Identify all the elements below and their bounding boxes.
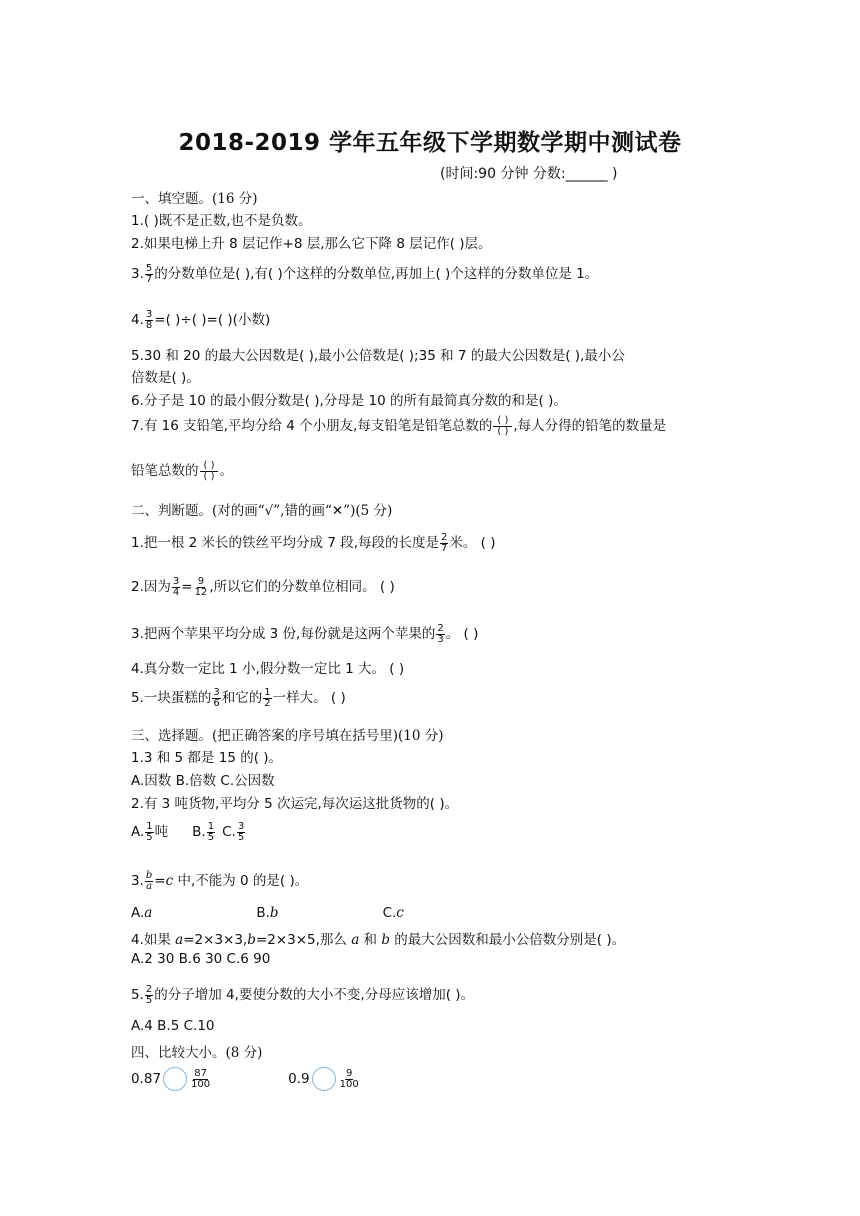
numerator: 1 [146,820,153,832]
variable-a: a [351,932,360,948]
s2-q5-text-a: 5.一块蛋糕的 [131,690,212,706]
s2-q2-text-b: ,所以它们的分数单位相同。 ( ) [209,579,395,595]
numerator: 5 [145,262,153,274]
numerator: b [145,869,153,881]
s2-q5-fraction-1 [212,688,220,709]
s1-q7-blank-fraction-2 [200,461,219,482]
option-b-value: b [269,905,279,921]
numerator: 2 [145,983,153,995]
c2-fraction [339,1069,360,1090]
option-a-value: a [144,905,153,921]
s2-q2 [131,575,395,598]
s1-q3 [131,262,598,285]
s2-q4: 4.真分数一定比 1 小,假分数一定比 1 大。 ( ) [131,661,405,677]
variable-b: b [247,932,256,948]
s2-q1-text-a: 1.把一根 2 米长的铁丝平均分成 7 段,每段的长度是 [131,535,440,551]
s2-q5 [131,686,346,709]
numerator: 3 [145,308,153,320]
numerator: 1 [264,686,271,698]
s1-q7-line2 [131,459,233,482]
s3-q3-number: 3. [131,873,144,889]
s1-q4-number: 4. [131,312,144,328]
numerator: 1 [207,820,215,832]
s1-q1: 1.( )既不是正数,也不是负数。 [131,213,312,229]
s1-q5-line1: 5.30 和 20 的最大公因数是( ),最小公倍数是( );35 和 7 的最大公因数是( ),最小公 [131,348,625,364]
s4-comparisons [131,1067,361,1091]
denominator: 5 [145,994,153,1006]
s1-q3-text: 的分数单位是( ),有( )个这样的分数单位,再加上( )个这样的分数单位是 1。 [154,266,599,282]
s2-q2-fraction-2 [194,577,209,598]
s2-q3 [131,622,478,645]
exam-subtitle: (时间:90 分钟 分数:______ ) [440,166,618,182]
denominator: a [146,880,153,892]
s2-q1 [131,531,496,554]
denominator: 5 [237,831,245,843]
numerator: 87 [194,1067,207,1079]
s3-q4-text-a: 4.如果 [131,932,176,948]
page-title: 2018-2019 学年五年级下学期数学期中测试卷 [178,130,682,156]
s3-q5-fraction [145,985,153,1006]
option-a-fraction [145,822,153,843]
option-a-label: A. [131,824,145,840]
option-c-fraction [237,822,245,843]
s3-q4-text-d: 和 [359,932,382,948]
s1-q7-text-a: 7.有 16 支铅笔,平均分给 4 个小朋友,每支铅笔是铅笔总数的 [131,418,493,434]
s2-q3-text-a: 3.把两个苹果平均分成 3 份,每份就是这两个苹果的 [131,626,436,642]
comparison-circle[interactable] [163,1067,187,1091]
s2-q5-text-c: 一样大。 ( ) [272,690,346,706]
denominator: 100 [191,1078,211,1090]
equals-sign: = [154,873,166,889]
section-2-header: 二、判断题。(对的画“√”,错的画“✕”)(5 分) [131,503,393,519]
c1-fraction [190,1069,211,1090]
c2-left-value: 0.9 [288,1071,310,1087]
c1-left-value: 0.87 [131,1071,162,1087]
s3-q1: 1.3 和 5 都是 15 的( )。 [131,750,283,766]
denominator: 3 [437,633,444,645]
option-c-value: c [396,905,404,921]
s1-q4-fraction [145,310,153,331]
denominator: 100 [339,1078,359,1090]
equals-sign: = [181,579,193,595]
option-b-label: B. [256,905,270,921]
denominator: 4 [172,586,180,598]
s2-q2-fraction-1 [172,577,180,598]
variable-c: c [165,873,174,889]
s1-q5-line2: 倍数是( )。 [131,370,200,386]
section-4-header: 四、比较大小。(8 分) [131,1045,263,1061]
denominator: 7 [145,273,153,285]
variable-b: b [381,932,390,948]
s1-q3-number: 3. [131,266,144,282]
numerator: 9 [346,1067,353,1079]
numerator-blank: ( ) [493,416,512,427]
section-1-header: 一、填空题。(16 分) [131,191,258,207]
option-a-label: A. [131,905,145,921]
s3-q2: 2.有 3 吨货物,平均分 5 次运完,每次运这批货物的( )。 [131,796,459,812]
s1-q7-text-d: 。 [219,463,233,479]
denominator: 7 [441,542,448,554]
numerator-blank: ( ) [200,461,219,472]
s2-q1-text-b: 米。 ( ) [449,535,496,551]
denominator: 5 [207,831,215,843]
s3-q4-options: A.2 30 B.6 30 C.6 90 [131,951,271,967]
s3-q5 [131,983,474,1006]
s3-q4-text-b: =2×3×3, [183,932,248,948]
option-b-label: B. [192,824,206,840]
variable-a: a [175,932,184,948]
denominator: 12 [194,586,208,598]
s3-q5-text: 的分子增加 4,要使分数的大小不变,分母应该增加( )。 [154,987,475,1003]
option-b-fraction [207,822,215,843]
option-c-label: C. [382,905,397,921]
s2-q2-text-a: 2.因为 [131,579,171,595]
s1-q7-text-b: ,每人分得的铅笔的数量是 [513,418,667,434]
s3-q1-options: A.因数 B.倍数 C.公因数 [131,773,275,789]
s3-q5-options: A.4 B.5 C.10 [131,1018,215,1034]
s1-q4 [131,308,270,331]
comparison-circle[interactable] [312,1067,336,1091]
s1-q7-text-c: 铅笔总数的 [131,463,199,479]
numerator: 9 [197,575,205,587]
s2-q3-text-b: 。 ( ) [445,626,479,642]
denominator-blank: ( ) [497,425,509,437]
denominator: 6 [213,697,220,709]
s2-q5-text-b: 和它的 [221,690,263,706]
s3-q2-options [131,820,246,843]
numerator: 2 [441,531,448,543]
s3-q3 [131,869,308,892]
numerator: 3 [213,686,220,698]
numerator: 2 [437,622,444,634]
denominator: 8 [145,319,153,331]
s1-q2: 2.如果电梯上升 8 层记作+8 层,那么它下降 8 层记作( )层。 [131,236,492,252]
s1-q7-line1 [131,414,666,437]
option-c-label: C. [222,824,236,840]
s1-q6: 6.分子是 10 的最小假分数是( ),分母是 10 的所有最简真分数的和是( )。 [131,393,567,409]
s3-q4-text-e: 的最大公因数和最小公倍数分别是( )。 [390,932,626,948]
s1-q4-text: =( )÷( )=( )(小数) [154,312,271,328]
s1-q7-blank-fraction [493,416,512,437]
s3-q3-text: 中,不能为 0 的是( )。 [173,873,309,889]
numerator: 3 [237,820,245,832]
denominator-blank: ( ) [203,470,215,482]
denominator: 5 [146,831,153,843]
s1-q3-fraction [145,264,153,285]
numerator: 3 [172,575,180,587]
s2-q1-fraction [440,533,448,554]
s2-q3-fraction [436,624,444,645]
s3-q3-fraction [145,871,153,892]
s3-q5-number: 5. [131,987,144,1003]
s3-q4-text-c: =2×3×5,那么 [255,932,352,948]
denominator: 2 [264,697,271,709]
s3-q3-options [131,905,404,921]
section-3-header: 三、选择题。(把正确答案的序号填在括号里)(10 分) [131,728,444,744]
s3-q4 [131,928,625,948]
option-a-unit: 吨 [154,824,169,840]
s2-q5-fraction-2 [263,688,271,709]
